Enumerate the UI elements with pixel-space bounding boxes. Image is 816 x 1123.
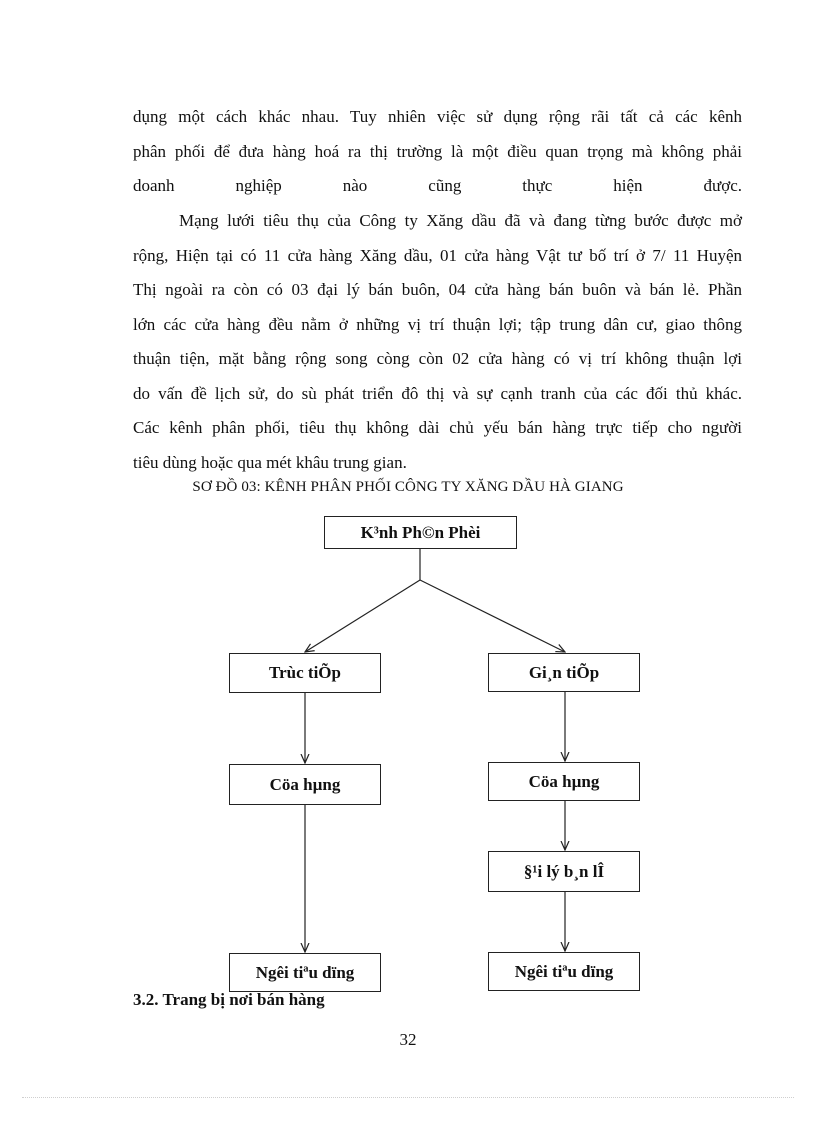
diagram-direct-box: Trùc tiÕp <box>229 653 381 693</box>
paragraph-1-line: dụng một cách khác nhau. Tuy nhiên việc sử dụng rộng rãi tất cả các kênh <box>133 107 742 126</box>
diagram-agent-box: §¹i lý b¸n lÎ <box>488 851 640 892</box>
section-heading: 3.2. Trang bị nơi bán hàng <box>133 990 325 1009</box>
paragraph-2-line: tiêu dùng hoặc qua mét khâu trung gian. <box>133 452 407 472</box>
page-number: 32 <box>399 1030 417 1049</box>
paragraph-2-line: Thị ngoài ra còn có 03 đại lý bán buôn, 04 cửa hàng bán buôn và bán lẻ. Phần <box>133 280 742 299</box>
paragraph-1-line: doanh nghiệp nào cũng thực hiện được. <box>133 176 742 195</box>
paragraph-2-line: thuận tiện, mặt bằng rộng song còng còn 02 cửa hàng có vị trí không thuận lợi <box>133 349 742 368</box>
diagram-right-store-box: Cöa hµng <box>488 762 640 801</box>
diagram-root-box: K³nh Ph©n Phèi <box>324 516 517 549</box>
diagram-left-consumer-box: Ngêi tiªu dïng <box>229 953 381 992</box>
paragraph-2-line: Mạng lưới tiêu thụ của Công ty Xăng dầu đã và đang từng bước được mở <box>179 211 742 230</box>
paragraph-2-line: Các kênh phân phối, tiêu thụ không dài chủ yếu bán hàng trực tiếp cho người <box>133 418 742 437</box>
footer-divider <box>22 1097 794 1098</box>
diagram-right-consumer-box: Ngêi tiªu dïng <box>488 952 640 991</box>
diagram-left-store-box: Cöa hµng <box>229 764 381 805</box>
paragraph-2-line: rộng, Hiện tại có 11 cửa hàng Xăng dầu, 01 cửa hàng Vật tư bố trí ở 7/ 11 Huyện <box>133 245 742 265</box>
paragraph-2-line: do vấn đề lịch sử, do sù phát triển đô thị và sự cạnh tranh của các đối thủ khác. <box>133 383 742 403</box>
connector-to-direct <box>305 580 420 652</box>
connector-to-indirect <box>420 580 565 652</box>
diagram-indirect-box: Gi¸n tiÕp <box>488 653 640 692</box>
diagram-caption: SƠ ĐỒ 03: KÊNH PHÂN PHỐI CÔNG TY XĂNG DẦU HÀ GIANG <box>192 479 624 495</box>
paragraph-2-line: lớn các cửa hàng đều nằm ở những vị trí thuận lợi; tập trung dân cư, giao thông <box>133 314 742 334</box>
paragraph-1-line: phân phối để đưa hàng hoá ra thị trường là một điều quan trọng mà không phải <box>133 141 742 161</box>
